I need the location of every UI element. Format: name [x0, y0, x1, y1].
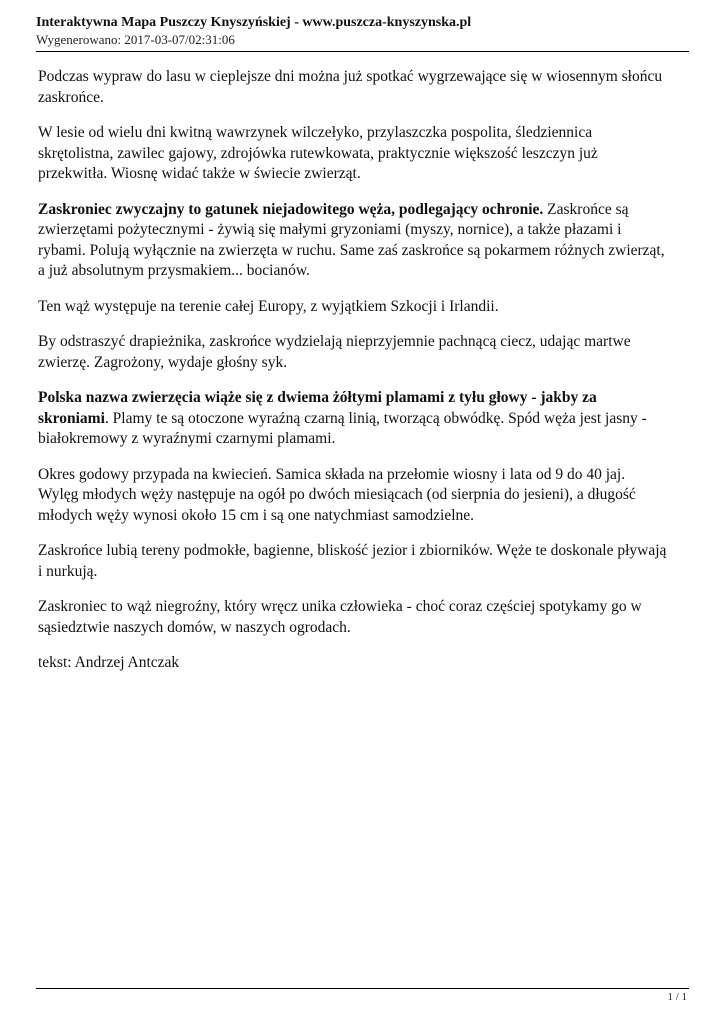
paragraph-protection-bold: Zaskroniec zwyczajny to gatunek niejadowitego węża, podlegający ochronie.: [38, 200, 544, 218]
paragraph-name-origin-text: . Plamy te są otoczone wyraźną czarną linią, tworzącą obwódkę. Spód węża jest jasny - białokremowy z wyraźnymi czarnymi plamami.: [38, 409, 647, 447]
footer-divider: [36, 988, 689, 989]
paragraph-defense: By odstraszyć drapieżnika, zaskrońce wydzielają nieprzyjemnie pachnącą ciecz, udając martwe zwierzę. Zagrożony, wydaje głośny syk.: [38, 333, 631, 371]
page-number: 1 / 1: [667, 991, 687, 1003]
paragraph-breeding: Okres godowy przypada na kwiecień. Samica składa na przełomie wiosny i lata od 9 do 40 jaj. Wylęg młodych węży następuje na ogół po dwóch miesiącach (od sierpnia do jesieni), a długość młodych węży wynosi około 15 cm i są one natychmiast samodzielne.: [38, 465, 636, 524]
article-body: [38, 67, 668, 689]
header-divider: [36, 51, 689, 52]
paragraph-behavior: Zaskroniec to wąż niegroźny, który wręcz unika człowieka - choć coraz częściej spotykamy go w sąsiedztwie naszych domów, w naszych ogrodach.: [38, 598, 642, 636]
paragraph-name-origin-bold: Polska nazwa zwierzęcia wiąże się z dwiema żółtymi plamami z tyłu głowy - jakby za skroniami: [38, 389, 597, 427]
site-title: Interaktywna Mapa Puszczy Knyszyńskiej - www.puszcza-knyszynska.pl: [36, 15, 472, 30]
page-header: [36, 14, 689, 48]
paragraph-range: Ten wąż występuje na terenie całej Europy, z wyjątkiem Szkocji i Irlandii.: [38, 297, 499, 315]
paragraph-spring: W lesie od wielu dni kwitną wawrzynek wilczełyko, przylaszczka pospolita, śledziennica skrętolistna, zawilec gajowy, zdrojówka rutewkowata, praktycznie większość leszczyn już przekwitła. Wiosnę widać także w świecie zwierząt.: [38, 124, 598, 182]
paragraph-habitat: Zaskrońce lubią tereny podmokłe, bagienne, bliskość jezior i zbiorników. Węże te doskonale pływają i nurkują.: [38, 542, 667, 580]
paragraph-protection: [38, 200, 668, 282]
generated-timestamp: Wygenerowano: 2017-03-07/02:31:06: [36, 32, 235, 47]
paragraph-protection-text: Zaskrońce są zwierzętami pożytecznymi - żywią się małymi gryzoniami (myszy, nornice), a także płazami i rybami. Polują wyłącznie na zwierzęta w ruchu. Same zaś zaskrońce są pokarmem różnych zwierząt, a już absolutnym przysmakiem... bocianów.: [38, 200, 665, 279]
author-credit: tekst: Andrzej Antczak: [38, 654, 180, 671]
paragraph-name-origin: [38, 388, 668, 450]
paragraph-intro: Podczas wypraw do lasu w cieplejsze dni można już spotkać wygrzewające się w wiosennym słońcu zaskrońce.: [38, 68, 663, 106]
